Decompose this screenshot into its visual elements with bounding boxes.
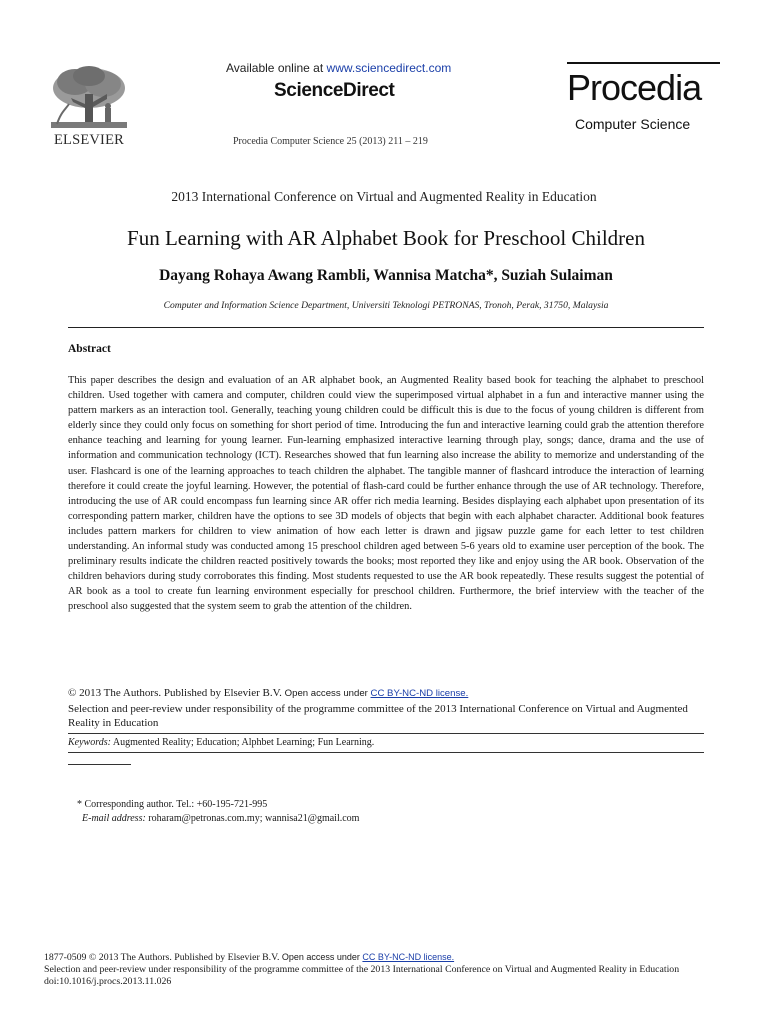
author-affiliation: Computer and Information Science Department, Universiti Teknologi PETRONAS, Tronoh, Perak, 31750, Malaysia xyxy=(163,300,609,311)
bottom-open-access-text: Open access under xyxy=(281,952,363,962)
bottom-peer-review: Selection and peer-review under responsibility of the programme committee of the 2013 International Conference on Virtual and Augmented Reality in Education xyxy=(44,964,680,976)
issn-line: 1877-0509 © 2013 The Authors. Published by Elsevier B.V. xyxy=(44,952,282,963)
doi-line: doi:10.1016/j.procs.2013.11.026 xyxy=(44,976,172,988)
journal-subtitle: Computer Science xyxy=(575,116,691,132)
journal-logo-rule xyxy=(567,62,720,64)
keywords-text: Augmented Reality; Education; Alphbet Learning; Fun Learning. xyxy=(110,737,375,748)
license-link[interactable]: CC BY-NC-ND license. xyxy=(370,688,469,699)
corresponding-author-footnote xyxy=(77,798,359,826)
header-divider xyxy=(68,327,704,328)
journal-name: Procedia xyxy=(567,67,702,108)
keywords-bottom-divider xyxy=(68,752,704,753)
available-online-text: Available online at xyxy=(226,61,327,75)
platform-logo: ScienceDirect xyxy=(274,80,395,101)
abstract-heading: Abstract xyxy=(68,343,111,355)
email-label: E-mail address: xyxy=(82,813,146,824)
open-access-text: Open access under xyxy=(284,688,371,699)
abstract-body: This paper describes the design and evaluation of an AR alphabet book, an Augmented Reality based book for teaching the alphabet to preschool children. Used together with camera and computer, children could view the superimposed virtual alphabet in a fun and interactive manner using the pattern markers as an interaction tool. Generally, teaching young children could be difficult this is due to the focus of young children is different from elderly since they could only focus on something for short period of time. Introducing the fun and interactive learning could grab the attention therefore enhance teaching and learning for young learner. Fun-learning emphasized interactive learning through play, songs; dance, drama and the use of information and communication technology (ICT). Researches showed that fun learning also increase the ability to memorize and understanding of the user. Flashcard is one of the learning approaches to teach children the alphabet. The tangible manner of flashcard introduce the interaction of learning therefore it could create the joyful learning. However, the potential of flash-card could be further enhance through the use of AR technology. Therefore, introducing the use of AR could encompass fun learning since AR offer rich media learning. Besides displaying each alphabet upon presentation of its corresponding pattern marker, children have the options to see 3D models of objects that begin with each alphabet character. Additional book features includes pattern markers for children to view animation of how each letter is drawn and jigsaw puzzle game for each letter to test children understanding. An informal study was conducted among 15 preschool children aged between 5-6 years old to examine user perception of the book. The preliminary results indicate the children reacted positively towards the books; most reported they like and enjoy using the AR book. Observation of the children behaviors during study corroborates this finding. Most students requested to use the AR book repeatedly. These results suggest the potential of AR book as a tool to create fun learning environment especially for preschool children. Furthermore, the brief interview with the teacher of the preschool also suggested that the system seem to grab the attention of the children. xyxy=(68,375,704,613)
keywords-top-divider xyxy=(68,733,704,734)
paper-title: Fun Learning with AR Alphabet Book for Preschool Children xyxy=(127,226,645,250)
author-list: Dayang Rohaya Awang Rambli, Wannisa Matcha*, Suziah Sulaiman xyxy=(159,267,613,284)
footnote-divider xyxy=(68,764,131,765)
copyright-line: © 2013 The Authors. Published by Elsevier B.V. xyxy=(68,687,285,699)
peer-review-statement: Selection and peer-review under responsibility of the programme committee of the 2013 International Conference on Virtual and Augmented Reality in Education xyxy=(68,702,688,729)
conference-name: 2013 International Conference on Virtual and Augmented Reality in Education xyxy=(171,189,597,204)
keywords-label: Keywords: xyxy=(68,737,111,748)
journal-logo xyxy=(567,62,720,138)
sciencedirect-url-link[interactable]: www.sciencedirect.com xyxy=(326,61,452,75)
bottom-license-link[interactable]: CC BY-NC-ND license. xyxy=(362,952,455,962)
email-addresses: roharam@petronas.com.my; wannisa21@gmail.com xyxy=(145,813,360,824)
publisher-logo-text: ELSEVIER xyxy=(53,132,125,148)
copyright-block xyxy=(68,686,708,731)
bottom-publication-info xyxy=(44,951,724,989)
journal-reference: Procedia Computer Science 25 (2013) 211 – 219 xyxy=(233,136,428,147)
corresponding-author-line: * Corresponding author. Tel.: +60-195-721-995 xyxy=(77,799,268,810)
keywords-line xyxy=(68,737,708,748)
available-online-line xyxy=(226,61,451,75)
